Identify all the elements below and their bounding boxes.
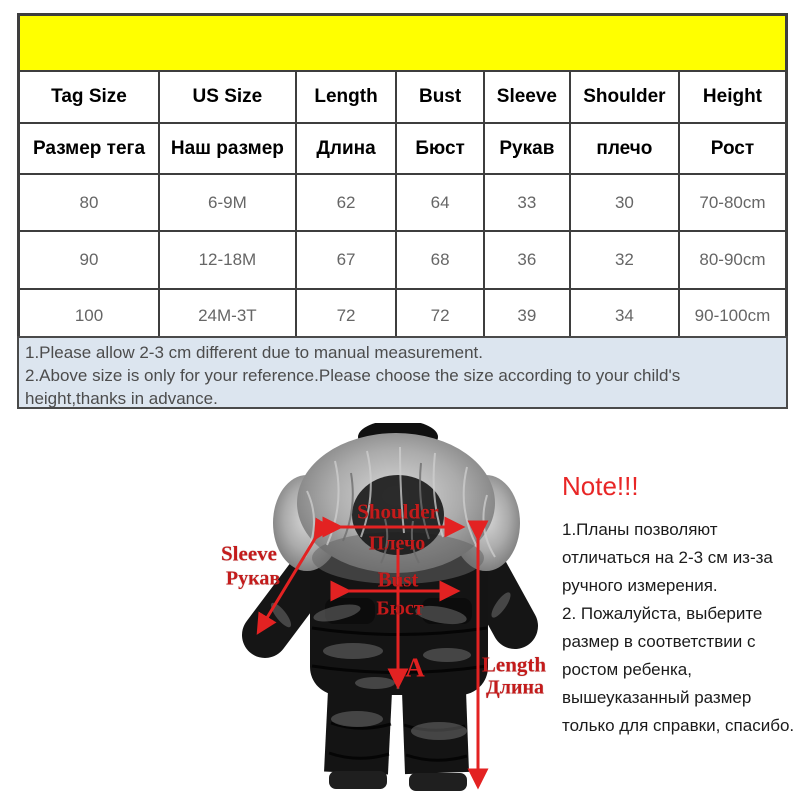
header-length: Length bbox=[296, 71, 397, 123]
cell-us-size: 12-18M bbox=[159, 231, 296, 289]
header-sleeve-ru: Рукав bbox=[484, 123, 570, 174]
cell-shoulder: 32 bbox=[570, 231, 679, 289]
cell-bust: 64 bbox=[396, 174, 484, 231]
table-row-size-90 bbox=[19, 231, 787, 289]
cell-height: 90-100cm bbox=[679, 289, 787, 344]
ru-note-line: вышеуказанный размер bbox=[562, 688, 752, 707]
header-height-ru: Рост bbox=[679, 123, 787, 174]
cell-height: 80-90cm bbox=[679, 231, 787, 289]
note-title: Note!!! bbox=[562, 471, 639, 501]
cell-us-size: 24M-3T bbox=[159, 289, 296, 344]
ru-note-line: размер в соответствии с bbox=[562, 632, 756, 651]
cell-bust: 72 bbox=[396, 289, 484, 344]
measurement-note-box bbox=[17, 336, 788, 409]
snowsuit-photo bbox=[185, 423, 560, 800]
banner-cell bbox=[19, 15, 787, 72]
header-us-size: US Size bbox=[159, 71, 296, 123]
cell-shoulder: 34 bbox=[570, 289, 679, 344]
cell-shoulder: 30 bbox=[570, 174, 679, 231]
cell-height: 70-80cm bbox=[679, 174, 787, 231]
ru-note-line: ручного измерения. bbox=[562, 576, 718, 595]
cell-tag-size: 90 bbox=[19, 231, 160, 289]
header-tag-size-ru: Размер тега bbox=[19, 123, 160, 174]
note-line-2: 2.Above size is only for your reference.Please choose the size according to your child's height,thanks in advance. bbox=[25, 366, 681, 408]
cell-tag-size: 80 bbox=[19, 174, 160, 231]
header-us-size-ru: Наш размер bbox=[159, 123, 296, 174]
header-bust: Bust bbox=[396, 71, 484, 123]
table-header-ru bbox=[19, 123, 787, 174]
cell-sleeve: 36 bbox=[484, 231, 570, 289]
sleeve-label-en: Sleeve bbox=[221, 541, 277, 566]
cell-length: 72 bbox=[296, 289, 397, 344]
ru-note-line: 1.Планы позволяют bbox=[562, 520, 718, 539]
bust-label-en: Bust bbox=[377, 567, 419, 592]
product-measurement-diagram bbox=[185, 423, 560, 800]
size-table bbox=[17, 13, 788, 345]
header-bust-ru: Бюст bbox=[396, 123, 484, 174]
header-shoulder-ru: плечо bbox=[570, 123, 679, 174]
sleeve-label-ru: Рукав bbox=[225, 567, 281, 590]
table-row-size-80 bbox=[19, 174, 787, 231]
cell-tag-size: 100 bbox=[19, 289, 160, 344]
cell-bust: 68 bbox=[396, 231, 484, 289]
header-tag-size: Tag Size bbox=[19, 71, 160, 123]
header-shoulder: Shoulder bbox=[570, 71, 679, 123]
header-sleeve: Sleeve bbox=[484, 71, 570, 123]
length-label-ru: Длина bbox=[485, 676, 545, 699]
yellow-banner bbox=[19, 15, 787, 72]
russian-note-lines bbox=[562, 516, 798, 740]
cell-length: 62 bbox=[296, 174, 397, 231]
shoulder-label-en: Shoulder bbox=[357, 499, 439, 524]
shoulder-label-ru: Плечо bbox=[368, 532, 426, 555]
cell-sleeve: 33 bbox=[484, 174, 570, 231]
ru-note-line: отличаться на 2-3 см из-за bbox=[562, 548, 773, 567]
cell-sleeve: 39 bbox=[484, 289, 570, 344]
note-line-1: 1.Please allow 2-3 cm different due to manual measurement. bbox=[25, 343, 483, 362]
table-header-en bbox=[19, 71, 787, 123]
length-label-en: Length bbox=[481, 652, 547, 677]
ru-note-line: ростом ребенка, bbox=[562, 660, 692, 679]
ru-note-line: только для справки, спасибо. bbox=[562, 716, 795, 735]
cell-us-size: 6-9M bbox=[159, 174, 296, 231]
ru-note-line: 2. Пожалуйста, выберите bbox=[562, 604, 763, 623]
russian-notes-block bbox=[562, 472, 798, 740]
cell-length: 67 bbox=[296, 231, 397, 289]
bust-label-ru: Бюст bbox=[376, 597, 424, 620]
header-length-ru: Длина bbox=[296, 123, 397, 174]
header-height: Height bbox=[679, 71, 787, 123]
marker-a-label: A bbox=[405, 652, 425, 683]
